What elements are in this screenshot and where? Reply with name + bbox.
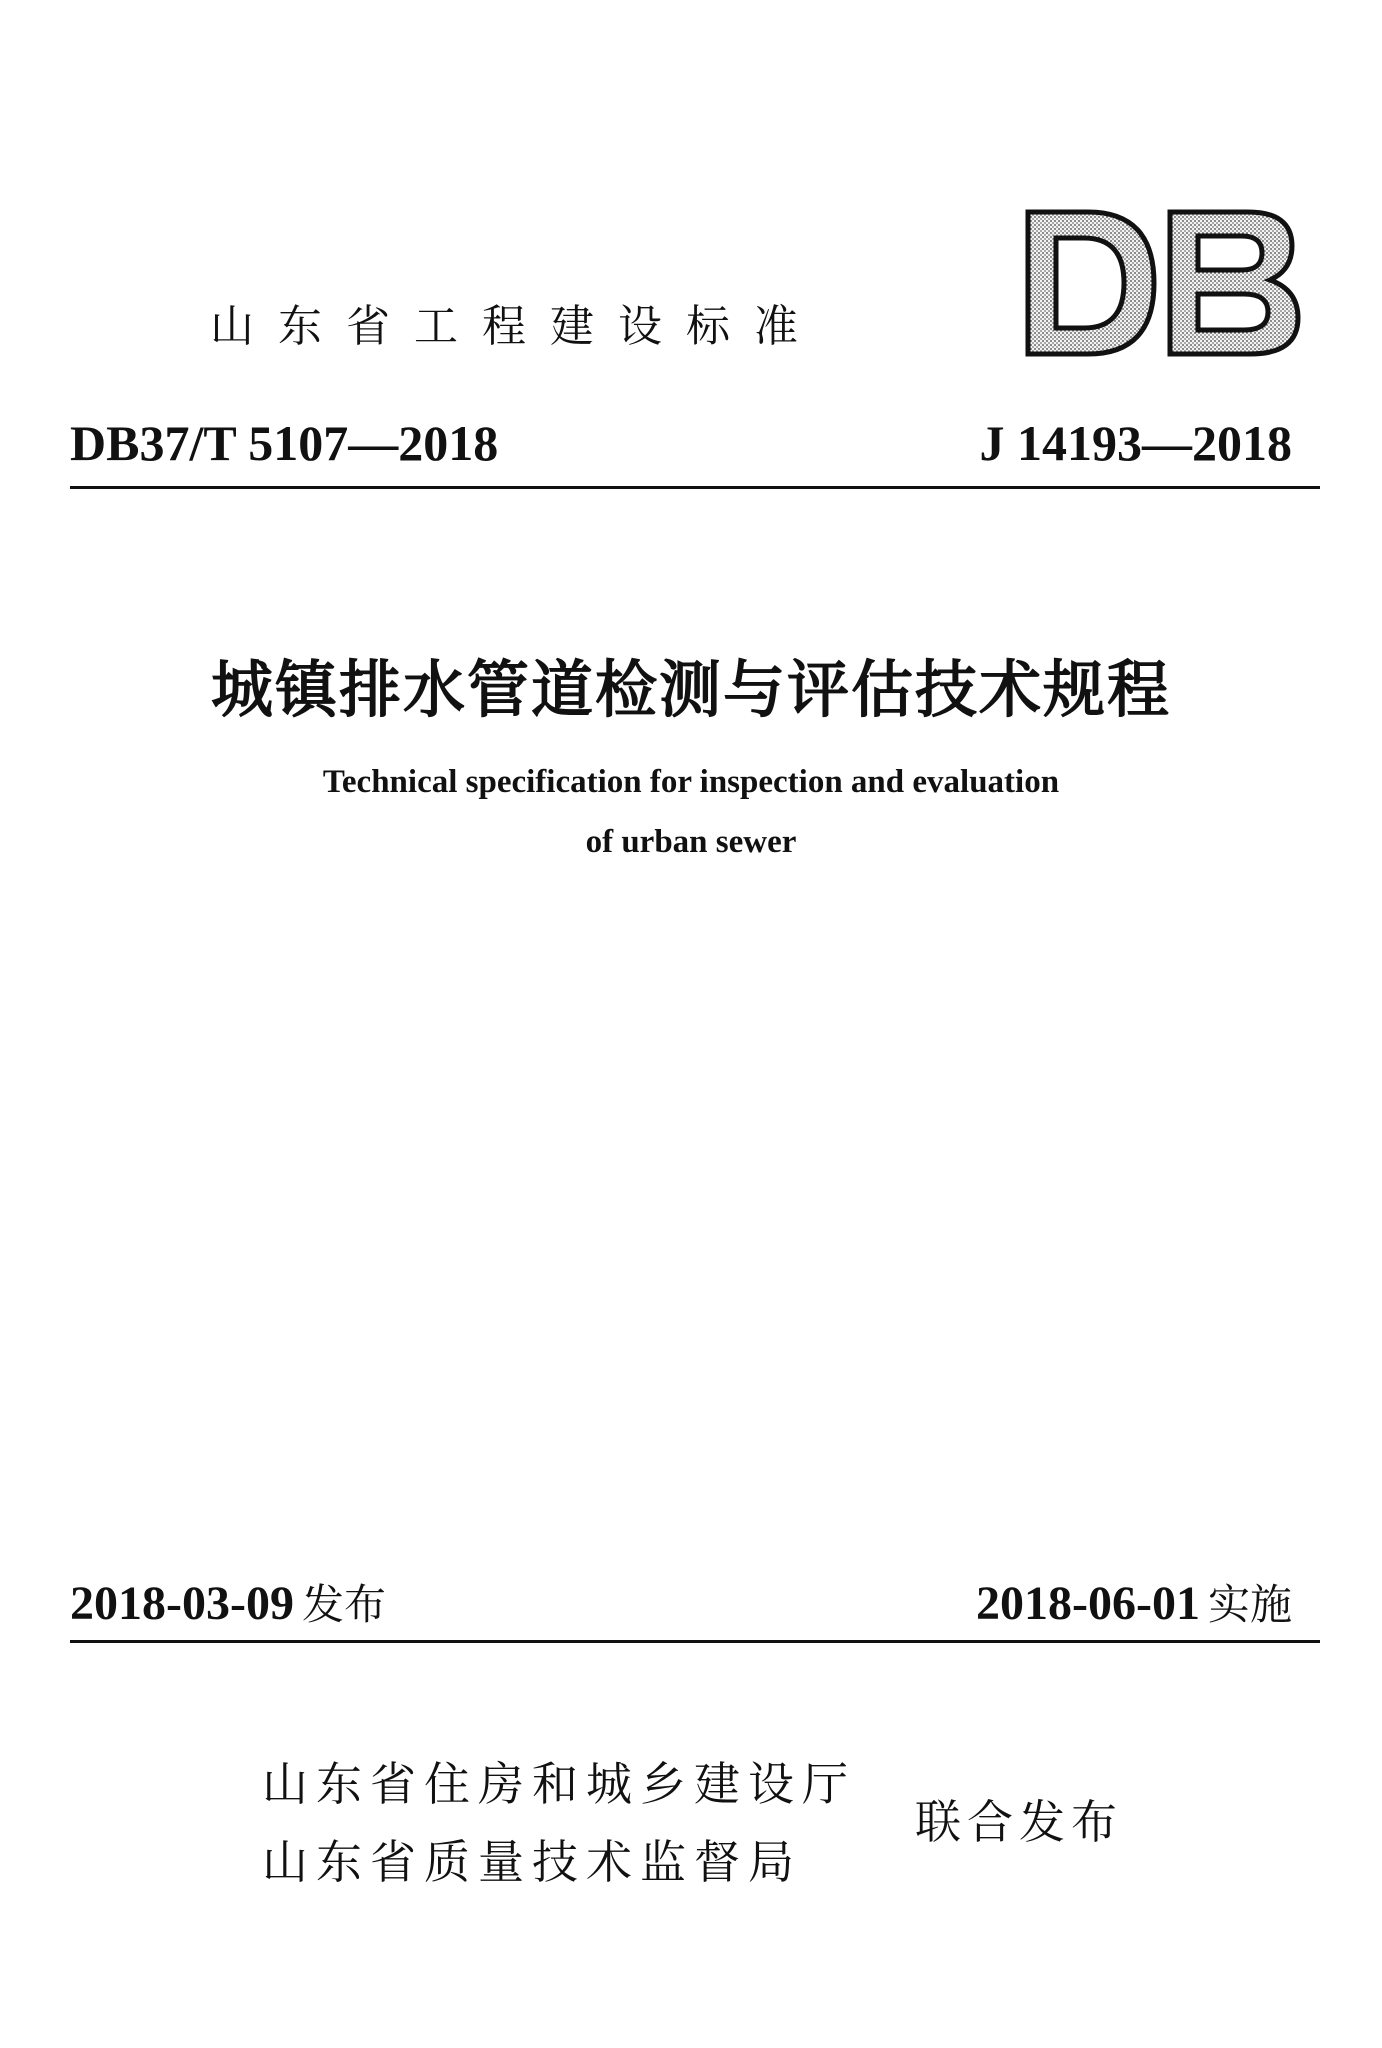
issue-date: 2018-03-09 — [70, 1577, 294, 1630]
effective-date: 2018-06-01 — [976, 1577, 1200, 1630]
effective-label: 实施 — [1207, 1580, 1292, 1629]
issue-date-block — [70, 1572, 386, 1632]
db-logo-letter-b — [1170, 212, 1298, 354]
issuer-housing-department: 山东省住房和城乡建设厅 — [262, 1757, 856, 1811]
document-title-en-line1: Technical specification for inspection and evaluation — [322, 764, 1060, 800]
series-label: 山东省工程建设标准 — [210, 301, 822, 352]
divider-top — [70, 486, 1320, 489]
document-title-en-line2: of urban sewer — [585, 824, 797, 860]
issue-label: 发布 — [301, 1580, 386, 1629]
divider-bottom — [70, 1640, 1320, 1643]
issuer-quality-bureau: 山东省质量技术监督局 — [262, 1835, 802, 1889]
db-logo — [1022, 208, 1302, 358]
effective-date-block — [976, 1572, 1292, 1632]
joint-release-label: 联合发布 — [915, 1795, 1123, 1849]
db-logo-letter-d — [1028, 212, 1154, 354]
document-title-zh: 城镇排水管道检测与评估技术规程 — [210, 653, 1171, 726]
filing-number: J 14193—2018 — [979, 415, 1292, 471]
standard-code: DB37/T 5107—2018 — [70, 415, 499, 471]
